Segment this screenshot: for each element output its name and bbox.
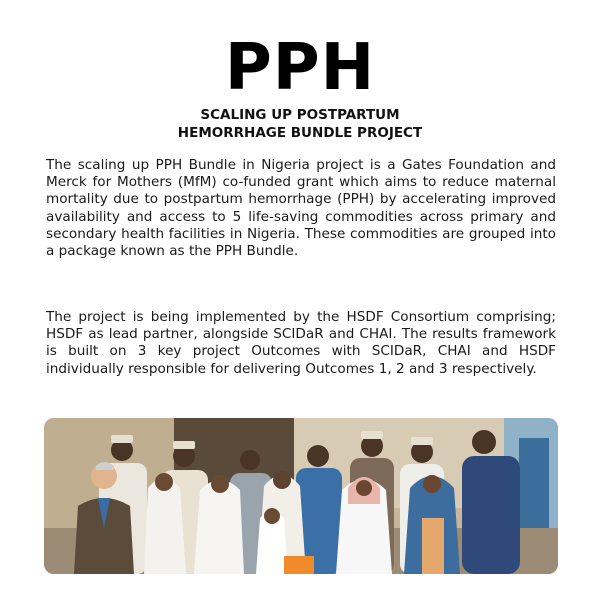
intro-paragraph: The scaling up PPH Bundle in Nigeria project is a Gates Foundation and Merck for Mothers (MfM) co-funded grant which aims to reduce maternal mortality due to postpartum hemorrhage (PPH) by accelerating improved availability and access to 5 life-saving commodities across primary and secondary health facilities in Nigeria. These commodities are grouped into a package known as the PPH Bundle. [46,157,556,260]
page-subtitle [0,106,600,142]
page-title: PPH [224,31,376,105]
implementation-paragraph: The project is being implemented by the HSDF Consortium comprising; HSDF as lead partner, alongside SCIDaR and CHAI. The results framework is built on 3 key project Outcomes with SCIDaR, CHAI and HSDF individually responsible for delivering Outcomes 1, 2 and 3 respectively. [46,309,556,377]
group-photo [44,418,558,574]
group-photo-illustration [44,418,558,574]
subtitle-line-1: SCALING UP POSTPARTUM [200,107,400,123]
subtitle-line-2: HEMORRHAGE BUNDLE PROJECT [177,125,423,141]
